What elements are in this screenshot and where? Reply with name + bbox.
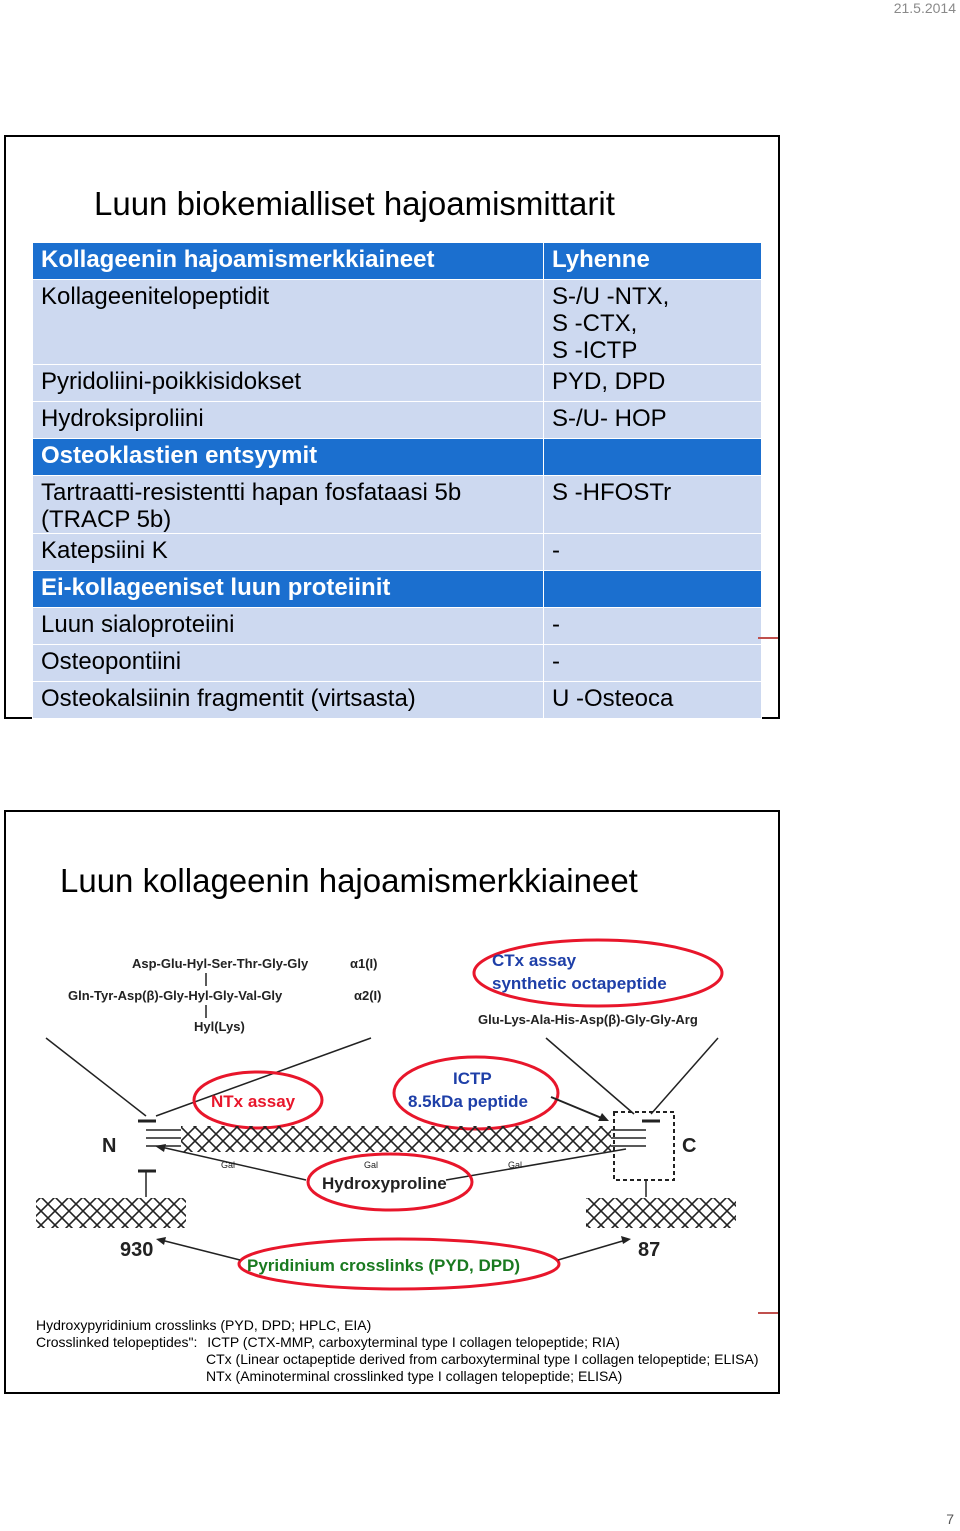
slide-edge-mark: [758, 1312, 778, 1314]
arrowhead: [155, 1144, 166, 1152]
arrowhead: [621, 1236, 631, 1244]
marker-name-cell: Kollageenin hajoamismerkkiaineet: [33, 243, 544, 280]
pyridinium-label: Pyridinium crosslinks (PYD, DPD): [247, 1256, 521, 1275]
footnote-ictp: [36, 1334, 759, 1351]
hydroxyproline-pointer: [446, 1149, 626, 1180]
abbreviation-cell: S-/U- HOP: [544, 402, 762, 439]
marker-row: [33, 645, 762, 682]
page-number: 7: [946, 1511, 954, 1527]
abbreviation-cell: S-/U -NTX, S -CTX, S -ICTP: [544, 280, 762, 365]
hydroxyproline-label: Hydroxyproline: [322, 1174, 447, 1193]
pyridinium-pointer: [161, 1240, 240, 1260]
marker-row: [33, 402, 762, 439]
slide-collagen-degradation-markers: [4, 810, 780, 1394]
footnote-pyd-dpd: Hydroxypyridinium crosslinks (PYD, DPD; HPLC, EIA): [36, 1317, 372, 1333]
c-telopeptide: [611, 1130, 646, 1146]
n-terminus-label: N: [102, 1135, 117, 1157]
marker-name-cell: Ei-kollageeniset luun proteiinit: [33, 571, 544, 608]
ictp-arrow: [551, 1097, 604, 1119]
marker-name-cell: Osteokalsiinin fragmentit (virtsasta): [33, 682, 544, 719]
footnote-ctx: CTx (Linear octapeptide derived from carboxyterminal type I collagen telopeptide; ELISA): [206, 1351, 759, 1367]
section-header-row: [33, 439, 762, 476]
residue-930-label: 930: [120, 1239, 154, 1261]
abbreviation-cell: -: [544, 608, 762, 645]
marker-name-cell: Luun sialoproteiini: [33, 608, 544, 645]
adjacent-helix-right: [586, 1198, 736, 1228]
marker-name-cell: Osteopontiini: [33, 645, 544, 682]
marker-row: [33, 365, 762, 402]
assay-footnotes: [36, 1317, 759, 1385]
marker-row: [33, 280, 762, 365]
marker-name-cell: Pyridoliini-poikkisidokset: [33, 365, 544, 402]
carboxyterminal-sequence: Glu-Lys-Ala-His-Asp(β)-Gly-Gly-Arg: [478, 1012, 698, 1027]
marker-row: [33, 608, 762, 645]
abbreviation-cell: S -HFOSTr: [544, 476, 762, 534]
slide-edge-mark: [758, 637, 778, 639]
alpha1-sequence: Asp-Glu-Hyl-Ser-Thr-Gly-Gly: [132, 956, 309, 971]
markers-table: [32, 242, 762, 719]
abbreviation-cell: [544, 571, 762, 608]
arrowhead: [156, 1237, 166, 1245]
collagen-diagram: [6, 812, 778, 1312]
footnote-ictp-text: ICTP (CTX-MMP, carboxyterminal type I collagen telopeptide; RIA): [207, 1334, 620, 1350]
zoom-line-right: [546, 1038, 634, 1114]
marker-row: [33, 476, 762, 534]
pyridinium-pointer: [558, 1240, 626, 1260]
ntx-assay-label: NTx assay: [211, 1092, 296, 1111]
ictp-label: ICTP: [453, 1069, 492, 1088]
marker-name-cell: Osteoklastien entsyymit: [33, 439, 544, 476]
gal-label: Gal: [364, 1160, 379, 1170]
abbreviation-cell: U -Osteoca: [544, 682, 762, 719]
abbreviation-cell: PYD, DPD: [544, 365, 762, 402]
marker-row: [33, 534, 762, 571]
abbreviation-cell: -: [544, 645, 762, 682]
hyl-lys-label: Hyl(Lys): [194, 1019, 245, 1034]
triple-helix: [181, 1126, 611, 1152]
ctx-assay-ellipse: [474, 940, 722, 1006]
residue-87-label: 87: [638, 1239, 661, 1261]
footnote-ntx: NTx (Aminoterminal crosslinked type I collagen telopeptide; ELISA): [206, 1368, 623, 1384]
gal-label: Gal: [508, 1160, 523, 1170]
alpha1-chain-label: α1(I): [350, 956, 378, 971]
marker-name-cell: Katepsiini K: [33, 534, 544, 571]
zoom-line-right: [651, 1038, 718, 1114]
alpha2-sequence: Gln-Tyr-Asp(β)-Gly-Hyl-Gly-Val-Gly: [68, 988, 283, 1003]
abbreviation-cell: -: [544, 534, 762, 571]
n-telopeptide: [146, 1130, 181, 1146]
gal-label: Gal: [221, 1160, 236, 1170]
header-date: 21.5.2014: [893, 0, 956, 16]
marker-name-cell: Hydroksiproliini: [33, 402, 544, 439]
marker-row: [33, 682, 762, 719]
ictp-peptide-label: 8.5kDa peptide: [408, 1092, 528, 1111]
ctx-assay-label: CTx assay: [492, 951, 577, 970]
footnote-ictp-heading: Crosslinked telopeptides":: [36, 1334, 198, 1350]
slide-title: Luun kollageenin hajoamismerkkiaineet: [60, 862, 638, 899]
marker-name-cell: Tartraatti-resistentti hapan fosfataasi 5b (TRACP 5b): [33, 476, 544, 534]
zoom-line-left: [46, 1038, 146, 1116]
ctx-octapeptide-label: synthetic octapeptide: [492, 974, 667, 993]
slide-bone-resorption-markers: [4, 135, 780, 719]
adjacent-helix-left: [36, 1198, 186, 1228]
abbreviation-cell: Lyhenne: [544, 243, 762, 280]
section-header-row: [33, 243, 762, 280]
section-header-row: [33, 571, 762, 608]
alpha2-chain-label: α2(I): [354, 988, 382, 1003]
marker-name-cell: Kollageenitelopeptidit: [33, 280, 544, 365]
c-terminus-label: C: [682, 1135, 697, 1157]
slide-title: Luun biokemialliset hajoamismittarit: [94, 185, 615, 222]
abbreviation-cell: [544, 439, 762, 476]
